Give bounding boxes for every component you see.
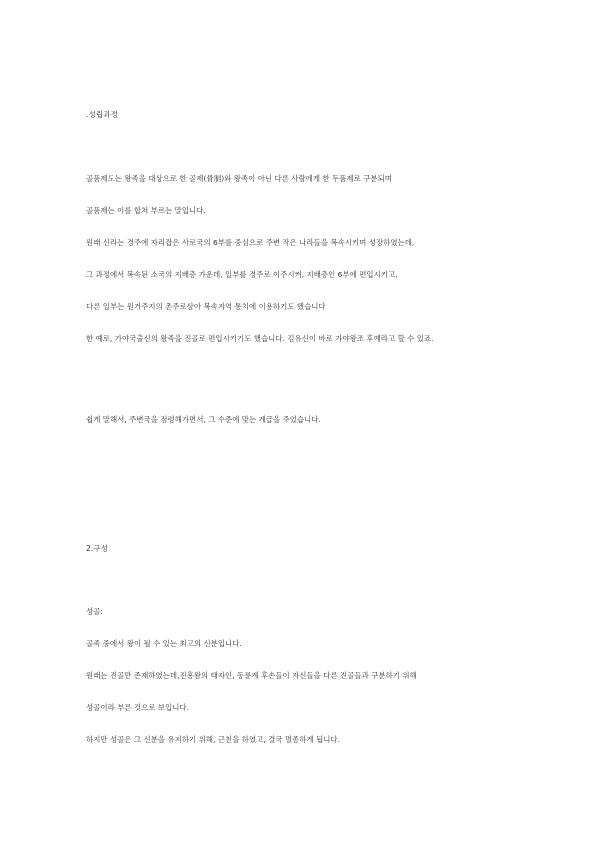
section-heading: 2.구성 [86, 544, 109, 553]
subheading: 성골: [86, 607, 103, 616]
paragraph: 성골이라 부른 것으로 보입니다. [86, 703, 190, 712]
paragraph: 쉽게 말해서, 주변국을 점령해가면서, 그 수준에 맞는 계급을 주었습니다. [86, 415, 321, 424]
paragraph: 그 과정에서 복속된 소국의 지배층 가운데, 일부를 경주로 이주시켜, 지배층인 6부에 편입시키고, [86, 270, 398, 279]
paragraph: 하지만 성골은 그 신분을 유지하기 위해, 근친을 하였고, 결국 멸종하게 됩니다. [86, 735, 341, 744]
paragraph: 원래는 진골만 존재하였는데,진흥왕의 태자인, 동륜계 후손들이 자신들을 다른 진골들과 구분하기 위해 [86, 671, 417, 680]
paragraph: 골족 중에서 왕이 될 수 있는 최고의 신분입니다. [86, 639, 242, 648]
paragraph: 한 예로, 가야국출신의 왕족을 진골로 편입시키기도 했습니다. 김유신이 바로 가야왕조 후예라고 할 수 있죠. [86, 334, 434, 343]
paragraph: 다른 일부는 원거주지의 촌주로삼아 복속지역 통치에 이용하기도 했습니다 [86, 302, 326, 311]
section-heading: .성립과정 [86, 110, 119, 119]
paragraph: 골품제도는 왕족을 대상으로 한 골제(骨制)와 왕족이 아닌 다른 사람에게 한 두품제로 구분되며 [86, 174, 392, 183]
paragraph: 원래 신라는 경주에 자리잡은 사로국의 6부를 중심으로 주변 작은 나라들을 복속시키며 성장하였는데, [86, 238, 415, 247]
paragraph: 골품제는 이를 합쳐 부르는 말입니다. [86, 206, 206, 215]
